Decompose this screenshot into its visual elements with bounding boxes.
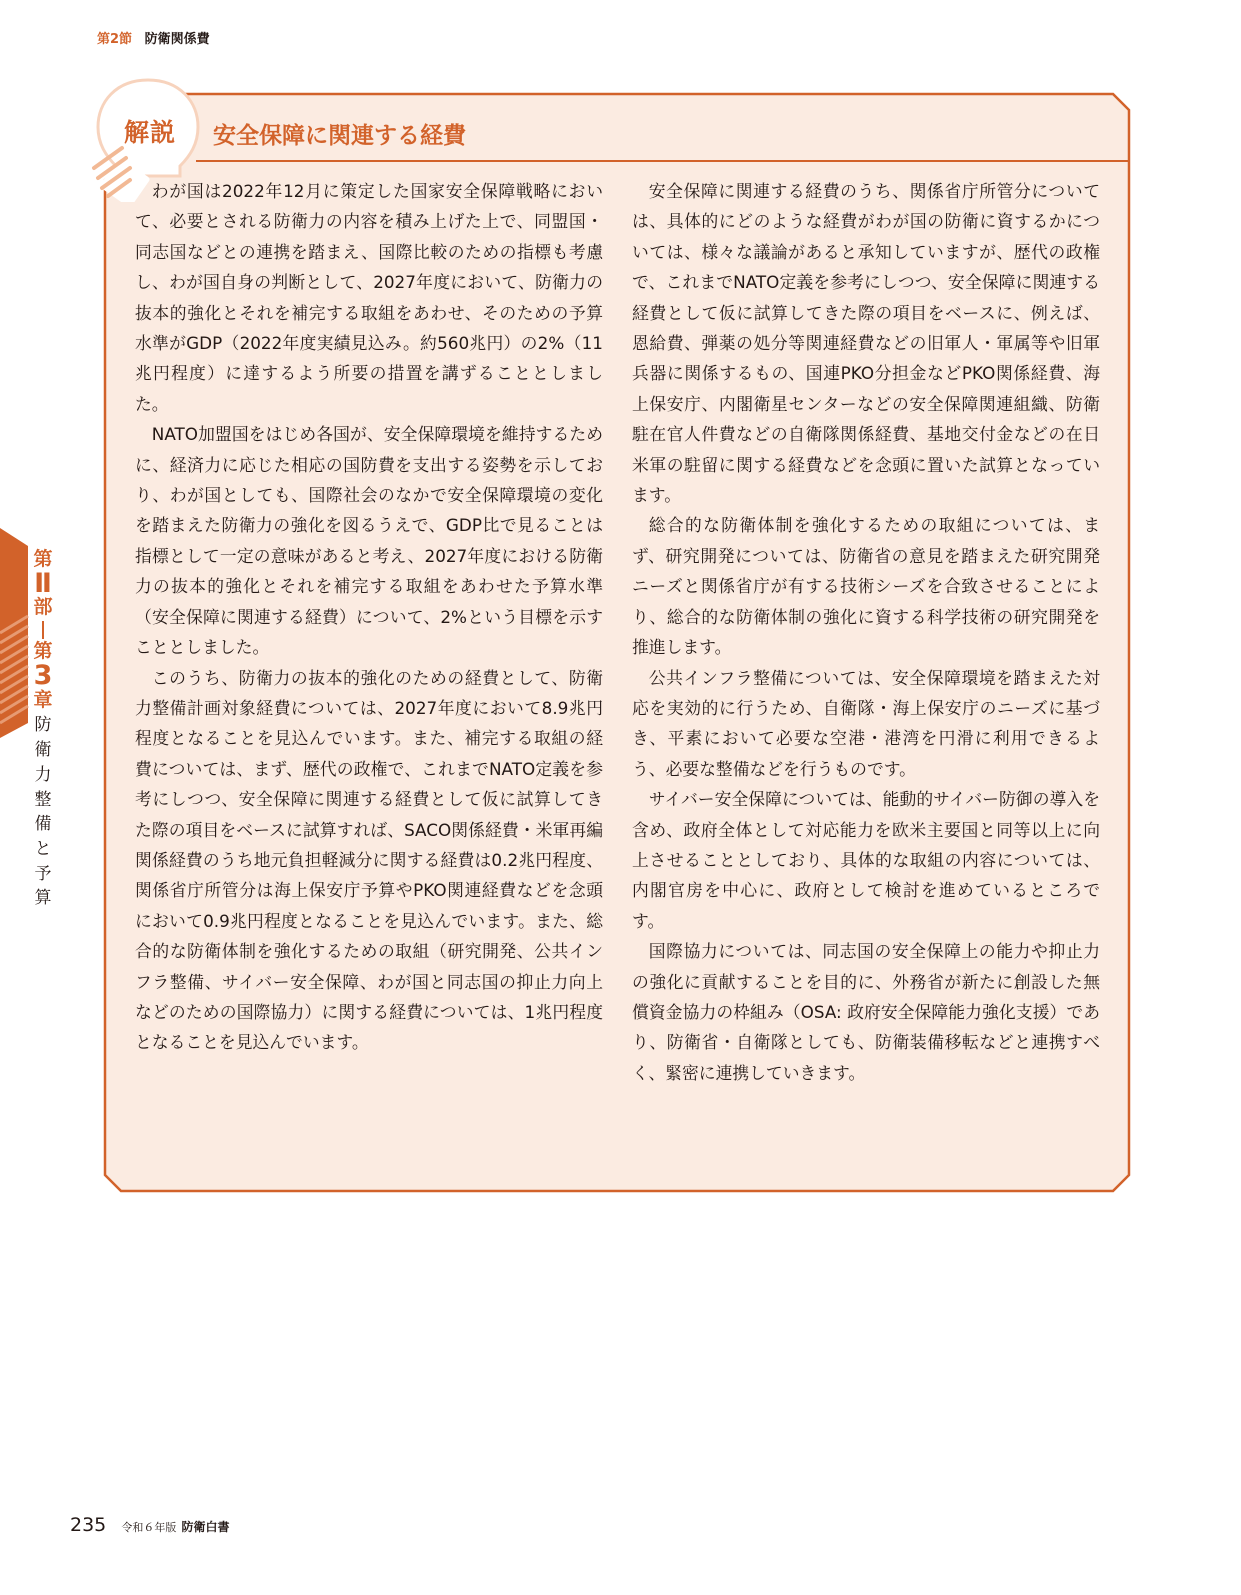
chapter-title-char: と	[34, 838, 52, 859]
paragraph: 国際協力については、同志国の安全保障上の能力や抑止力の強化に貢献することを目的に、外務省が新たに創設した無償資金協力の枠組み（OSA: 政府安全保障能力強化支援）であり、防衛省・自衛隊としても、防衛装備移転などと連携すべく、緊密に連携していきます。	[632, 941, 1100, 1083]
section-number: 第2節	[97, 32, 133, 47]
chapter-title-char: 算	[34, 888, 52, 909]
paragraph: わが国は2022年12月に策定した国家安全保障戦略において、必要とされる防衛力の内容を積み上げた上で、同盟国・同志国などとの連携を踏まえ、国際比較のための指標も考慮し、わが国自身の判断として、2027年度において、防衛力の抜本的強化とそれを補完する取組をあわせ、そのための予算水準がGDP（2022年度実績見込み。約560兆円）の2%（11兆円程度）に達するよう所要の措置を講ずることとしました。	[135, 181, 603, 414]
chapter-suffix: 章	[33, 688, 53, 711]
chapter-number: 3	[33, 660, 53, 692]
explainer-badge: 解説	[124, 118, 177, 147]
paragraph: NATO加盟国をはじめ各国が、安全保障環境を維持するために、経済力に応じた相応の国防費を支出する姿勢を示しており、わが国としても、国際社会のなかで安全保障環境の変化を踏まえた防衛力の強化を図るうえで、GDP比で見ることは指標として一定の意味があると考え、2027年度における防衛力の抜本的強化とそれを補完する取組をあわせた予算水準（安全保障に関連する経費）について、2%という目標を示すこととしました。	[135, 424, 603, 658]
chapter-title-char: 力	[34, 764, 52, 785]
chapter-title-char: 備	[34, 814, 52, 835]
part-prefix: 第	[33, 548, 53, 570]
chapter-title-char: 整	[34, 789, 52, 810]
paragraph: 公共インフラ整備については、安全保障環境を踏まえた対応を実効的に行うため、自衛隊・海上保安庁のニーズに基づき、平素において必要な空港・港湾を円滑に利用できるよう、必要な整備などを行うものです。	[632, 667, 1100, 779]
paragraph: このうち、防衛力の抜本的強化のための経費として、防衛力整備計画対象経費については、2027年度において8.9兆円程度となることを見込んでいます。また、補完する取組の経費については、まず、歴代の政権で、これまでNATO定義を参考にしつつ、安全保障に関連する経費として仮に試算してきた際の項目をベースに試算すれば、SACO関係経費・米軍再編関係経費のうち地元負担軽減分に関する経費は0.2兆円程度、関係省庁所管分は海上保安庁予算やPKO関連経費などを念頭において0.9兆円程度となることを見込んでいます。また、総合的な防衛体制を強化するための取組（研究開発、公共インフラ整備、サイバー安全保障、わが国と同志国の抑止力向上などのための国際協力）に関する経費については、1兆円程度となることを見込んでいます。	[135, 667, 603, 1053]
part-number: Ⅱ	[34, 567, 52, 599]
paragraph: 総合的な防衛体制を強化するための取組については、まず、研究開発については、防衛省の意見を踏まえた研究開発ニーズと関係省庁が有する技術シーズを合致させることにより、総合的な防衛体制の強化に資する科学技術の研究開発を推進します。	[632, 515, 1100, 658]
page-number: 235	[70, 1514, 107, 1536]
page-footer	[70, 1514, 229, 1536]
chapter-title-char: 予	[34, 863, 52, 884]
explainer-title: 安全保障に関連する経費	[213, 123, 466, 149]
chapter-title-char: 防	[34, 715, 52, 736]
right-column	[632, 176, 1100, 1088]
section-title: 防衛関係費	[144, 32, 210, 47]
paragraph: 安全保障に関連する経費のうち、関係省庁所管分については、具体的にどのような経費がわが国の防衛に資するかについては、様々な議論があると承知していますが、歴代の政権で、これまでNATO定義を参考にしつつ、安全保障に関連する経費として仮に試算してきた際の項目をベースに、例えば、恩給費、弾薬の処分等関連経費などの旧軍人・軍属等や旧軍兵器に関係するもの、国連PKO分担金などPKO関係経費、海上保安庁、内閣衛星センターなどの安全保障関連組織、防衛駐在官人件費などの自衛隊関係経費、基地交付金などの在日米軍の駐留に関する経費などを念頭に置いた試算となっています。	[632, 181, 1100, 506]
part-suffix: 部	[33, 596, 53, 619]
chapter-prefix: 第	[33, 640, 53, 663]
paragraph: サイバー安全保障については、能動的サイバー防御の導入を含め、政府全体として対応能力を欧米主要国と同等以上に向上させることとしており、具体的な取組の内容については、内閣官房を中心に、政府として検討を進めているところです。	[632, 789, 1100, 931]
edition-label: 令和６年版	[121, 1521, 177, 1534]
left-column	[135, 176, 603, 1058]
chapter-title-char: 衛	[34, 740, 52, 761]
book-title: 防衛白書	[181, 1520, 230, 1534]
